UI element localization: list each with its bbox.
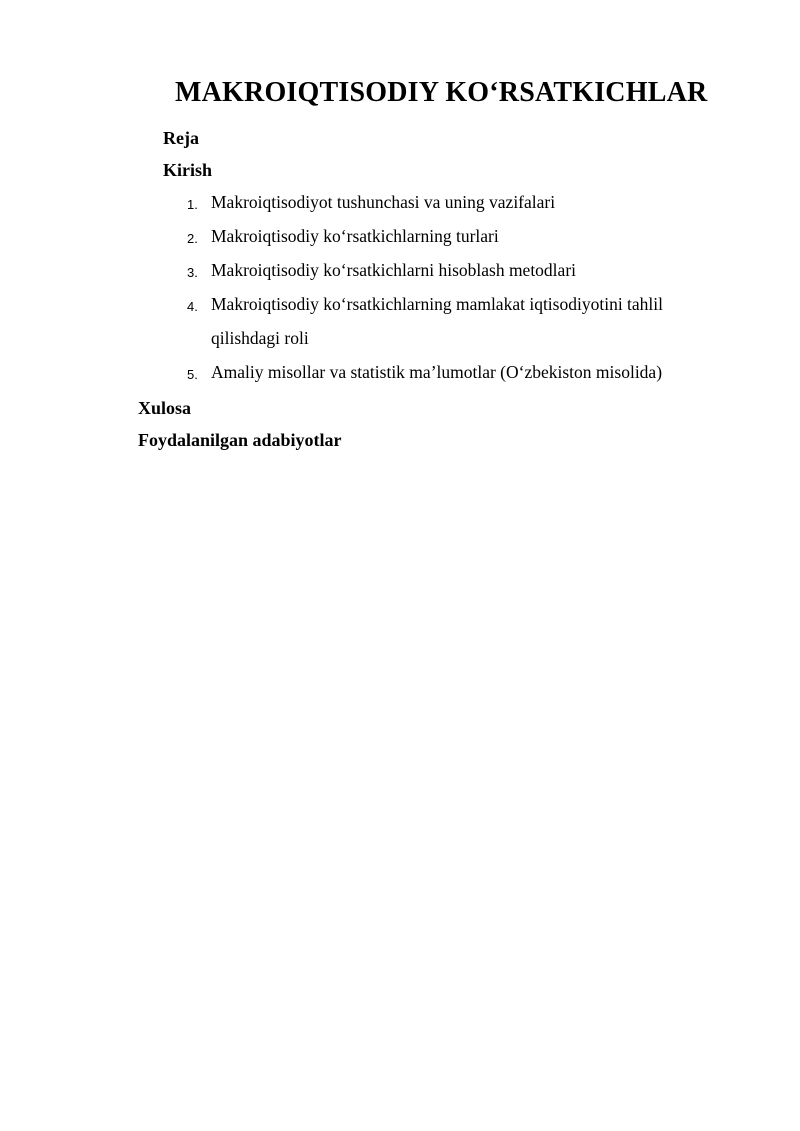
- toc-item-text: Makroiqtisodiy ko‘rsatkichlarning turlari: [211, 226, 499, 246]
- intro-heading: Kirish: [163, 160, 213, 180]
- toc-item-text: Makroiqtisodiy ko‘rsatkichlarning mamlakat iqtisodiyotini tahlil qilishdagi roli: [211, 294, 664, 348]
- plan-heading: Reja: [163, 128, 199, 148]
- toc-item-text: Amaliy misollar va statistik ma’lumotlar (O‘zbekiston misolida): [211, 362, 663, 382]
- toc-item-number: 5.: [187, 367, 198, 382]
- document-title: MAKROIQTISODIY KO‘RSATKICHLAR: [175, 77, 708, 108]
- toc-item-number: 3.: [187, 265, 198, 280]
- toc-item-text: Makroiqtisodiyot tushunchasi va uning vazifalari: [211, 192, 556, 212]
- toc-item-number: 2.: [187, 231, 198, 246]
- toc-item-text: Makroiqtisodiy ko‘rsatkichlarni hisoblash metodlari: [211, 260, 577, 280]
- toc-item-number: 1.: [187, 197, 198, 212]
- references-heading: Foydalanilgan adabiyotlar: [138, 430, 342, 450]
- conclusion-heading: Xulosa: [138, 398, 192, 418]
- toc-item-number: 4.: [187, 299, 198, 314]
